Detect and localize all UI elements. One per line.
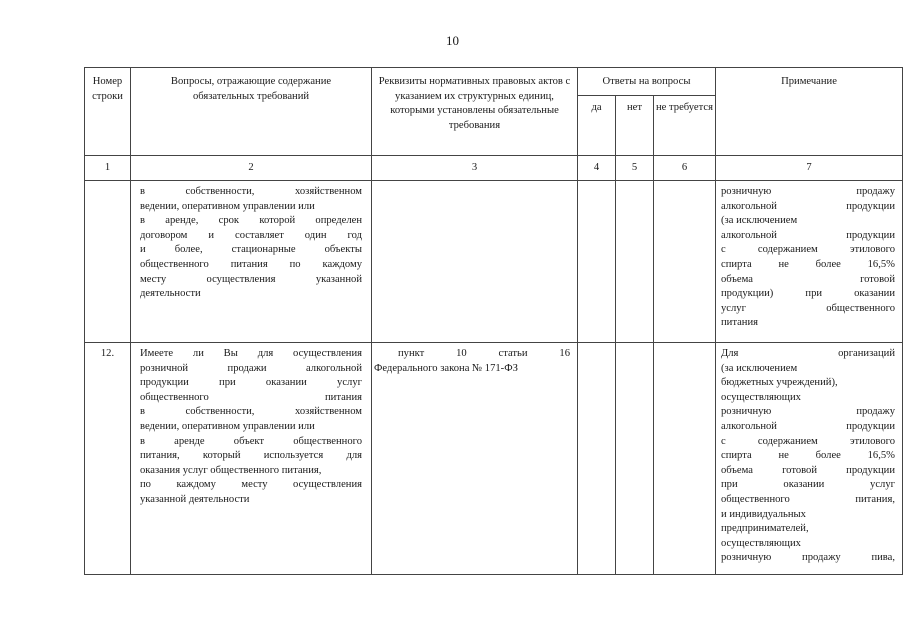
answer-yes-cell	[578, 181, 616, 343]
note-line: с содержанием этилового	[721, 435, 895, 447]
note-line: продукции) при оказании	[721, 288, 895, 300]
column-number: 4	[578, 156, 616, 181]
header-note: Примечание	[716, 68, 903, 156]
note-line: спирта не более 16,5%	[721, 258, 895, 270]
note-line: алкогольной продукции	[721, 420, 895, 432]
note-line: алкогольной продукции	[721, 200, 895, 212]
note-line: с содержанием этилового	[721, 244, 895, 256]
header-not-required: не требуется	[654, 96, 716, 156]
header-references: Реквизиты нормативных правовых актов с указанием их структурных единиц, которыми установлены обязательные требования	[372, 68, 578, 156]
table-row	[85, 181, 903, 343]
question-line: в аренде объект общественного	[140, 435, 362, 447]
question-line: по каждому месту осуществления	[140, 479, 362, 491]
requirements-table	[84, 67, 903, 575]
reference-line: Федерального закона № 171-ФЗ	[374, 362, 518, 374]
row-number	[85, 181, 131, 343]
column-number: 5	[616, 156, 654, 181]
question-line: общественного питания по каждому	[140, 258, 362, 270]
answer-not-required-cell	[654, 343, 716, 575]
page-number: 10	[446, 33, 459, 48]
question-line: договором и составляет один год	[140, 229, 362, 241]
question-line: указанной деятельности	[140, 493, 250, 505]
note-line: (за исключением	[721, 215, 798, 227]
note-line: и индивидуальных	[721, 508, 806, 520]
row-question	[131, 181, 372, 343]
header-row-number: Номер строки	[85, 68, 131, 156]
column-number: 7	[716, 156, 903, 181]
note-line: спирта не более 16,5%	[721, 450, 895, 462]
note-line: объема готовой продукции	[721, 464, 895, 476]
column-number: 2	[131, 156, 372, 181]
answer-no-cell	[616, 181, 654, 343]
row-reference	[372, 343, 578, 575]
row-question	[131, 343, 372, 575]
question-line: продукции при оказании услуг	[140, 377, 362, 389]
answer-no-cell	[616, 343, 654, 575]
column-number: 1	[85, 156, 131, 181]
question-line: месту осуществления указанной	[140, 273, 362, 285]
header-no: нет	[616, 96, 654, 156]
question-line: в собственности, хозяйственном	[140, 406, 362, 418]
question-line: оказания услуг общественного питания,	[140, 464, 322, 476]
reference-line: пункт 10 статьи 16	[398, 348, 570, 359]
header-questions: Вопросы, отражающие содержание обязательных требований	[131, 68, 372, 156]
header-yes: да	[578, 96, 616, 156]
column-number-row	[85, 156, 903, 181]
question-line: в собственности, хозяйственном	[140, 186, 362, 197]
column-number: 3	[372, 156, 578, 181]
column-number: 6	[654, 156, 716, 181]
question-line: ведении, оперативном управлении или	[140, 200, 315, 212]
question-line: общественного питания	[140, 391, 362, 403]
note-line: осуществляющих	[721, 391, 801, 403]
note-line: розничную продажу	[721, 186, 895, 197]
header-row-1	[85, 68, 903, 96]
question-line: деятельности	[140, 288, 201, 300]
note-line: (за исключением	[721, 362, 798, 374]
header-answers: Ответы на вопросы	[578, 68, 716, 96]
note-line: объема готовой	[721, 273, 895, 285]
question-line: в аренде, срок которой определен	[140, 215, 362, 227]
question-line: ведении, оперативном управлении или	[140, 420, 315, 432]
row-note	[716, 181, 903, 343]
row-number: 12.	[85, 343, 131, 575]
note-line: Для организаций	[721, 348, 895, 359]
question-line: и более, стационарные объекты	[140, 244, 362, 256]
question-line: розничной продажи алкогольной	[140, 362, 362, 374]
note-line: розничную продажу	[721, 406, 895, 418]
table-row	[85, 343, 903, 575]
answer-yes-cell	[578, 343, 616, 575]
note-line: питания	[721, 317, 759, 329]
row-note	[716, 343, 903, 575]
question-line: питания, который используется для	[140, 450, 362, 462]
note-line: предпринимателей,	[721, 523, 809, 535]
note-line: при оказании услуг	[721, 479, 895, 491]
row-reference	[372, 181, 578, 343]
note-line: розничную продажу пива,	[721, 552, 895, 564]
note-line: общественного питания,	[721, 493, 895, 505]
note-line: бюджетных учреждений),	[721, 377, 838, 389]
answer-not-required-cell	[654, 181, 716, 343]
note-line: услуг общественного	[721, 302, 895, 314]
question-line: Имеете ли Вы для осуществления	[140, 348, 362, 359]
note-line: алкогольной продукции	[721, 229, 895, 241]
note-line: осуществляющих	[721, 537, 801, 549]
